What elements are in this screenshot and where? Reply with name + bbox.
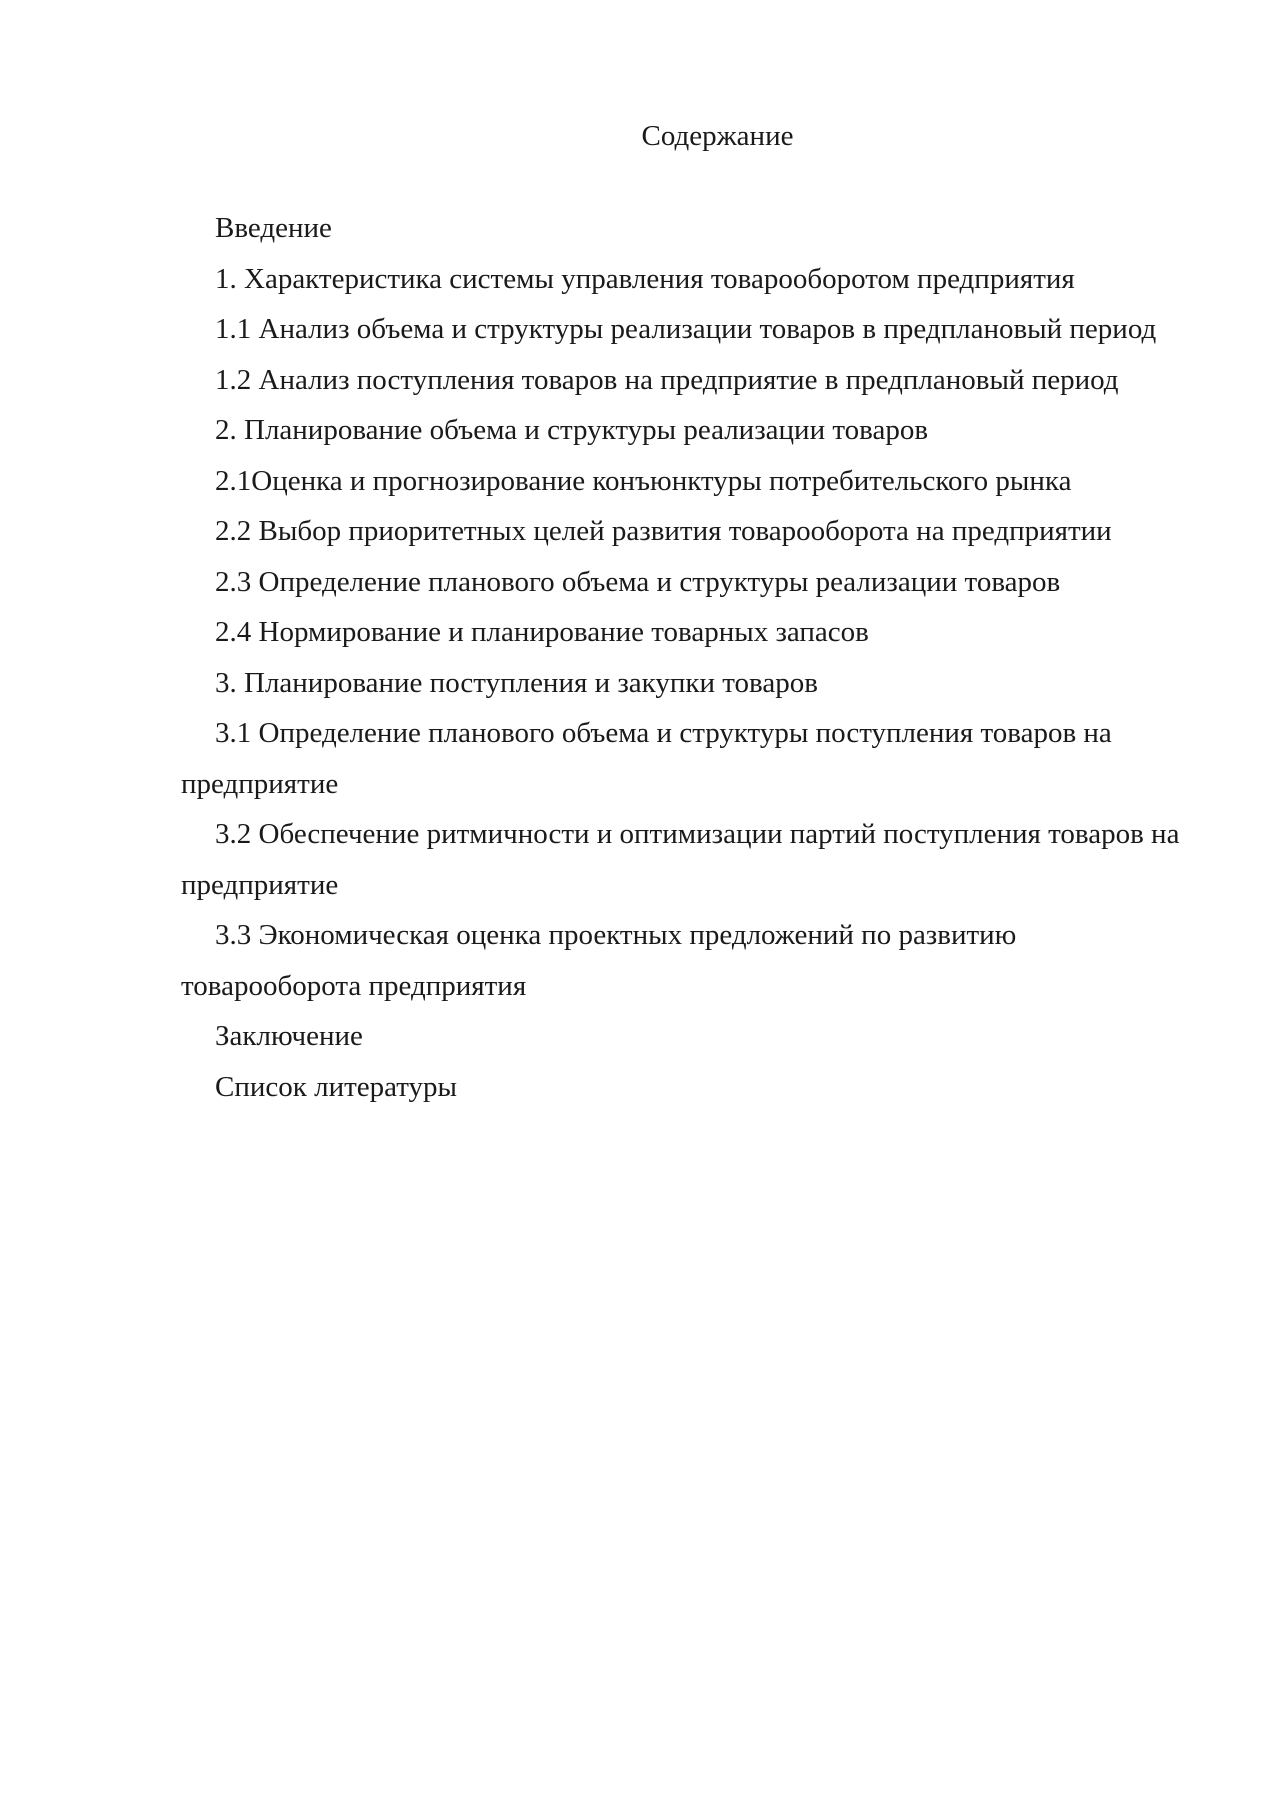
toc-entry-section-2-4: 2.4 Нормирование и планирование товарных запасов [215, 616, 869, 648]
toc-entry-section-1-1: 1.1 Анализ объема и структуры реализации товаров в предплановый период [215, 313, 1157, 345]
toc-entry-section-3-2: 3.2 Обеспечение ритмичности и оптимизации партий поступления товаров на предприятие [181, 818, 1180, 901]
toc-entry-references: Список литературы [215, 1070, 458, 1103]
table-of-contents [181, 203, 1191, 1112]
toc-entry-section-2-3: 2.3 Определение планового объема и структуры реализации товаров [215, 565, 1061, 598]
toc-entry-section-2-2: 2.2 Выбор приоритетных целей развития товарооборота на предприятии [215, 515, 1112, 547]
toc-entry-section-2: 2. Планирование объема и структуры реализации товаров [215, 414, 929, 446]
toc-entry-section-3-1: 3.1 Определение планового объема и структуры поступления товаров на предприятие [181, 717, 1112, 800]
toc-entry-section-1-2: 1.2 Анализ поступления товаров на предприятие в предплановый период [215, 363, 1119, 396]
page-title: Содержание [641, 120, 794, 152]
toc-entry-introduction: Введение [215, 212, 332, 244]
toc-entry-section-2-1: 2.1Оценка и прогнозирование конъюнктуры потребительского рынка [215, 464, 1072, 497]
toc-entry-section-3-3: 3.3 Экономическая оценка проектных предложений по развитию товарооборота предприятия [181, 919, 1017, 1002]
toc-entry-section-1: 1. Характеристика системы управления товарооборотом предприятия [215, 262, 1075, 295]
toc-entry-section-3: 3. Планирование поступления и закупки товаров [215, 666, 818, 699]
toc-entry-conclusion: Заключение [215, 1020, 363, 1052]
